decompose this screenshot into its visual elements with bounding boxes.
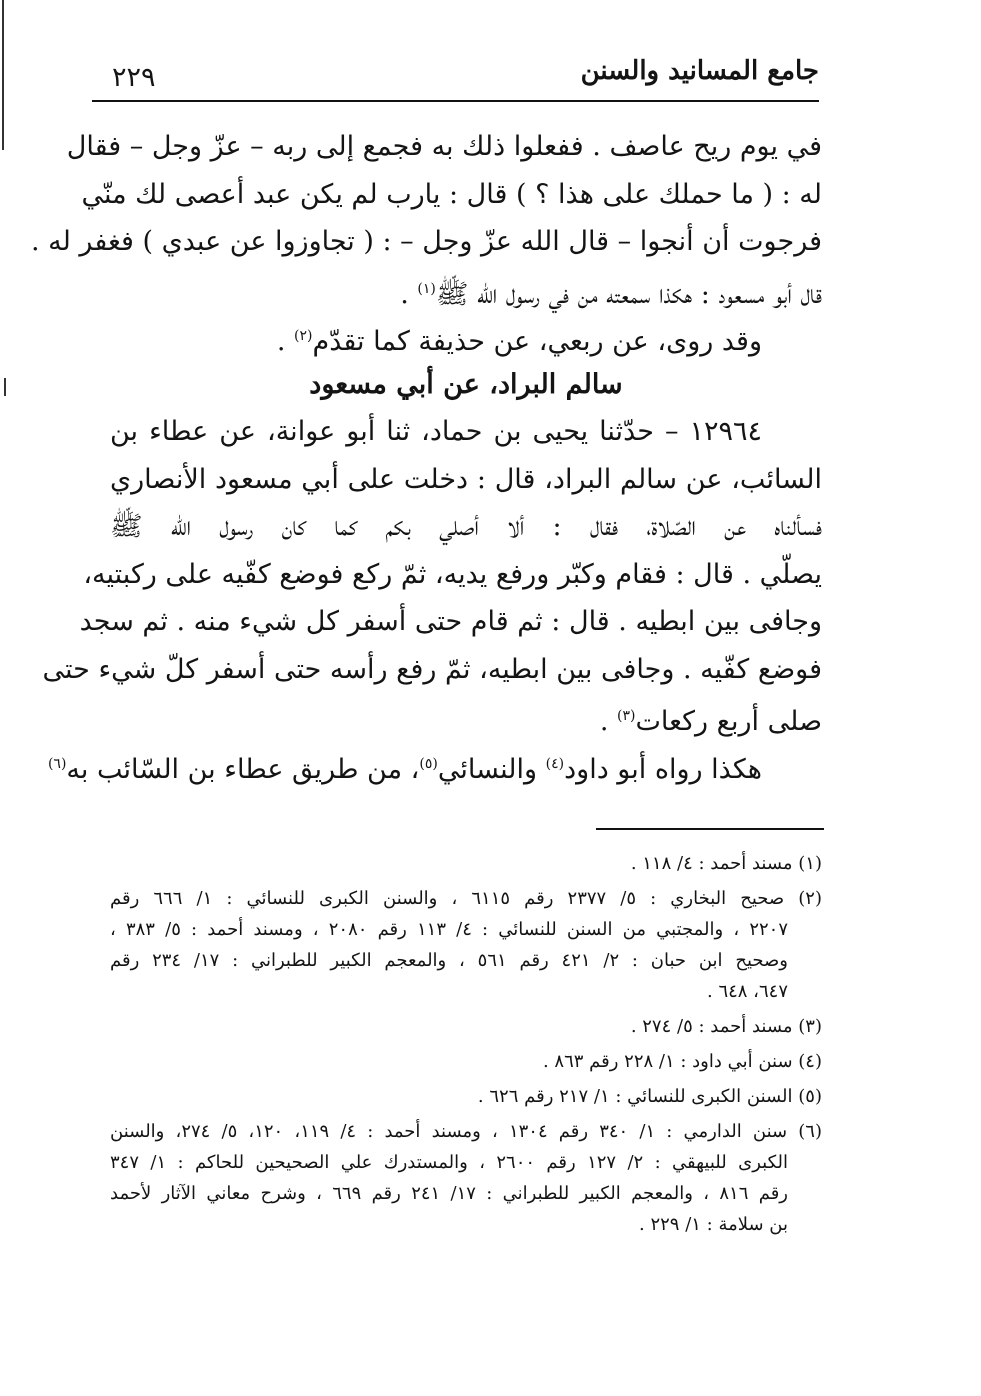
footnote-1	[110, 848, 822, 879]
hadith-line: يصلّي . قال : فقام وكبّر ورفع يديه، ثمّ ركع فوضع كفّيه على ركبتيه،	[83, 558, 822, 590]
body-line: قال أبو مسعود : هكذا سمعته من في رسول الله ﷺ$^{(١)}$ .	[400, 278, 822, 310]
hadith-line: ١٢٩٦٤ – حدّثنا يحيى بن حماد، ثنا أبو عوانة، عن عطاء بن	[110, 416, 762, 447]
footnote-line: (٦) سنن الدارمي : ١/ ٣٤٠ رقم ١٣٠٤ ، ومسند أحمد : ٤/ ١١٩، ١٢٠، ٥/ ٢٧٤، والسنن	[110, 1121, 822, 1142]
footnote-line: (١) مسند أحمد : ٤/ ١١٨ .	[630, 853, 822, 874]
closing-text: والنسائي	[437, 753, 538, 785]
footnote-line: الكبرى للبيهقي : ٢/ ١٢٧ رقم ٢٦٠٠ ، والمستدرك علي الصحيحين للحاكم : ١/ ٣٤٧	[110, 1152, 788, 1173]
closing-text: ، من طريق عطاء بن السّائب به	[66, 753, 420, 785]
footnote-ref: (٢)	[294, 328, 313, 344]
hadith-line: وجافى بين ابطيه . قال : ثم قام حتى أسفر كل شيء منه . ثم سجد	[79, 606, 822, 637]
page-number: ٢٢٩	[112, 62, 156, 93]
footnote-ref: (٥)	[419, 755, 438, 772]
hadith-line: فوضع كفّيه . وجافى بين ابطيه، ثمّ رفع رأسه حتى أسفر كلّ شيء حتى	[42, 653, 822, 685]
page-header	[92, 50, 819, 102]
footnote-line: ٢٢٠٧ ، والمجتبي من السنن للنسائي : ٤/ ١١٣ رقم ٢٠٨٠ ، ومسند أحمد : ٥/ ٣٨٣ ،	[110, 919, 788, 940]
hadith-line: صلى أربع ركعات$^{(٣)}$ .	[599, 706, 822, 737]
body-line: له : ( ما حملك على هذا ؟ ) قال : يارب لم يكن عبد أعصى لك منّي	[81, 178, 822, 210]
footnote-4	[110, 1046, 822, 1077]
footnote-line: (٥) السنن الكبرى للنسائي : ١/ ٢١٧ رقم ٦٢٦ .	[477, 1086, 822, 1107]
footnote-6	[110, 1116, 822, 1240]
hadith-line: فسألناه عن الصّلاة، فقال : ألا أصلي بكم كما كان رسول الله ﷺ	[110, 511, 822, 542]
footnote-line: ٦٤٧، ٦٤٨ .	[706, 981, 788, 1002]
scan-edge-mark	[4, 378, 6, 396]
footnote-ref: (٤)	[545, 755, 565, 772]
main-text	[30, 123, 822, 788]
footnote-ref: (١)	[417, 280, 436, 297]
body-line-text: قال أبو مسعود : هكذا سمعته من في رسول الله ﷺ	[435, 278, 822, 310]
footnote-line: (٤) سنن أبي داود : ١/ ٢٢٨ رقم ٨٦٣ .	[542, 1051, 822, 1072]
footnotes	[110, 848, 822, 1244]
footnote-ref: (٦)	[47, 755, 67, 772]
hadith-line-text: صلى أربع ركعات	[635, 706, 822, 737]
footnote-line: بن سلامة : ١/ ٢٢٩ .	[639, 1214, 788, 1235]
running-title: جامع المسانيد والسنن	[580, 56, 819, 86]
closing-text: هكذا رواه أبو داود	[564, 753, 762, 785]
footnote-5	[110, 1081, 822, 1112]
hadith-line: السائب، عن سالم البراد، قال : دخلت على أبي مسعود الأنصاري	[110, 463, 822, 495]
footnote-line: (٢) صحيح البخاري : ٥/ ٢٣٧٧ رقم ٦١١٥ ، والسنن الكبرى للنسائي : ١/ ٦٦٦ رقم	[110, 888, 822, 909]
footnote-2	[110, 883, 822, 1007]
body-line: وقد روى، عن ربعي، عن حذيفة كما تقدّم$^{(٢)}$ .	[276, 326, 762, 357]
body-line: في يوم ريح عاصف . ففعلوا ذلك به فجمع إلى ربه – عزّ وجل – فقال	[66, 131, 822, 162]
body-line: فرجوت أن أنجوا – قال الله عزّ وجل – : ( تجاوزوا عن عبدي ) فغفر له .	[30, 226, 822, 257]
section-heading: سالم البراد، عن أبي مسعود	[309, 368, 623, 400]
footnote-3	[110, 1011, 822, 1042]
footnote-separator	[596, 828, 824, 830]
footnote-line: (٣) مسند أحمد : ٥/ ٢٧٤ .	[630, 1016, 822, 1037]
closing-line	[47, 741, 822, 789]
scan-edge-mark	[2, 0, 4, 150]
footnote-ref: (٣)	[617, 708, 636, 724]
footnote-line: وصحيح ابن حبان : ٢/ ٤٢١ رقم ٥٦١ ، والمعجم الكبير للطبراني : ١٧/ ٢٣٤ رقم	[110, 950, 788, 971]
body-line-text: وقد روى، عن ربعي، عن حذيفة كما تقدّم	[312, 326, 762, 357]
footnote-line: رقم ٨١٦ ، والمعجم الكبير للطبراني : ١٧/ ٢٤١ رقم ٦٦٩ ، وشرح معاني الآثار لأحمد	[110, 1183, 788, 1204]
header-rule	[92, 100, 819, 102]
